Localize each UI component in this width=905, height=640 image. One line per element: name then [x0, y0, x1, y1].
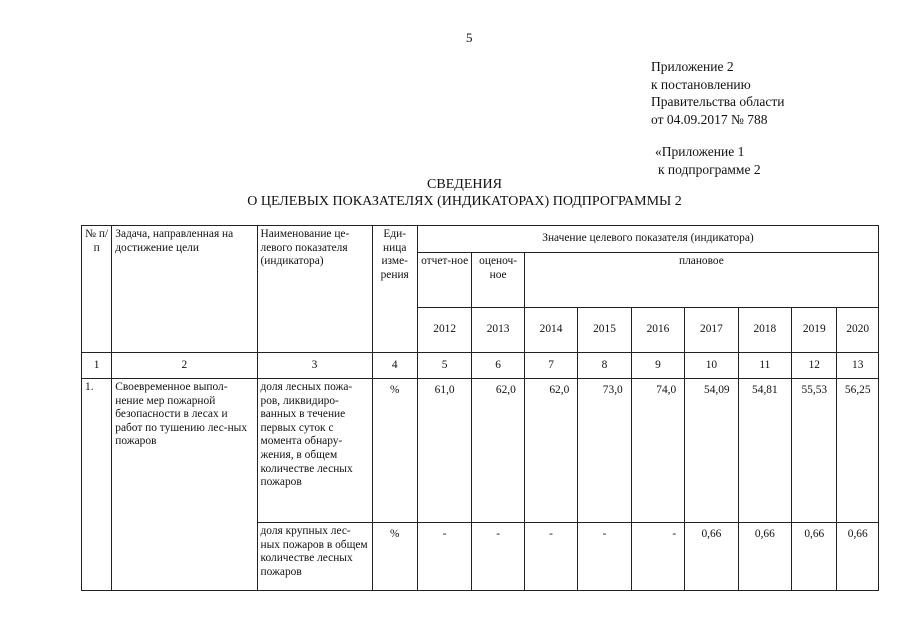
- value-cell: -: [524, 523, 577, 591]
- col-number: 11: [738, 353, 791, 379]
- task-text: Своевременное выпол-нение мер пожарной безопасности в лесах и работ по тушению лес-ных пожаров: [112, 379, 257, 591]
- unit-cell: %: [372, 523, 417, 591]
- header-estimated: оценоч-ное: [472, 253, 524, 308]
- col-number: 13: [837, 353, 879, 379]
- header-task: Задача, направленная на достижение цели: [112, 226, 257, 353]
- header-indicator: Наименование це-левого показателя (индикатора): [257, 226, 372, 353]
- col-number: 9: [631, 353, 684, 379]
- appendix-block: [651, 58, 784, 128]
- year-cell: 2012: [417, 308, 471, 353]
- header-value-group: Значение целевого показателя (индикатора): [417, 226, 878, 253]
- col-number: 6: [472, 353, 524, 379]
- value-cell: 62,0: [524, 379, 577, 523]
- value-cell: 61,0: [417, 379, 471, 523]
- value-cell: 54,09: [685, 379, 738, 523]
- year-cell: 2014: [524, 308, 577, 353]
- col-number: 12: [792, 353, 837, 379]
- value-cell: -: [578, 523, 631, 591]
- document-subtitle: О ЦЕЛЕВЫХ ПОКАЗАТЕЛЯХ (ИНДИКАТОРАХ) ПОДПРОГРАММЫ 2: [247, 194, 682, 209]
- year-cell: 2019: [792, 308, 837, 353]
- year-cell: 2015: [578, 308, 631, 353]
- value-cell: -: [472, 523, 524, 591]
- appendix-line: к постановлению: [651, 76, 751, 92]
- col-number: 10: [685, 353, 738, 379]
- unit-cell: %: [372, 379, 417, 523]
- col-number: 5: [417, 353, 471, 379]
- col-number: 4: [372, 353, 417, 379]
- year-cell: 2013: [472, 308, 524, 353]
- header-planned: плановое: [524, 253, 878, 308]
- appendix-sub-line: к подпрограмме 2: [658, 161, 761, 177]
- value-cell: 0,66: [738, 523, 791, 591]
- year-cell: 2020: [837, 308, 879, 353]
- table-row: [82, 379, 879, 523]
- col-number: 8: [578, 353, 631, 379]
- appendix-sub-block: [655, 143, 761, 178]
- indicators-table: [81, 225, 879, 591]
- value-cell: 0,66: [685, 523, 738, 591]
- year-cell: 2018: [738, 308, 791, 353]
- value-cell: -: [417, 523, 471, 591]
- col-number: 1: [82, 353, 112, 379]
- indicator-name: доля лесных пожа-ров, ликвидиро-ванных в течение первых суток с момента обнару-жения, в общем количестве лесных пожаров: [257, 379, 372, 523]
- value-cell: -: [631, 523, 684, 591]
- value-cell: 62,0: [472, 379, 524, 523]
- appendix-sub-line: «Приложение 1: [655, 144, 745, 159]
- indicator-name: доля крупных лес-ных пожаров в общем количестве лесных пожаров: [257, 523, 372, 591]
- col-number: 3: [257, 353, 372, 379]
- appendix-line: от 04.09.2017 № 788: [651, 111, 768, 127]
- col-number: 7: [524, 353, 577, 379]
- appendix-line: Приложение 2: [651, 59, 734, 74]
- col-number: 2: [112, 353, 257, 379]
- value-cell: 0,66: [837, 523, 879, 591]
- appendix-line: Правительства области: [651, 94, 785, 109]
- value-cell: 73,0: [578, 379, 631, 523]
- value-cell: 54,81: [738, 379, 791, 523]
- document-title: СВЕДЕНИЯ: [427, 177, 502, 192]
- column-number-row: [82, 353, 879, 379]
- value-cell: 74,0: [631, 379, 684, 523]
- task-number: 1.: [82, 379, 112, 591]
- value-cell: 0,66: [792, 523, 837, 591]
- year-cell: 2017: [685, 308, 738, 353]
- value-cell: 55,53: [792, 379, 837, 523]
- header-unit: Еди-ница изме-рения: [372, 226, 417, 353]
- page-number: 5: [466, 30, 473, 45]
- header-row: [82, 226, 879, 253]
- header-reported: отчет-ное: [417, 253, 471, 308]
- year-cell: 2016: [631, 308, 684, 353]
- value-cell: 56,25: [837, 379, 879, 523]
- header-num: № п/п: [82, 226, 112, 353]
